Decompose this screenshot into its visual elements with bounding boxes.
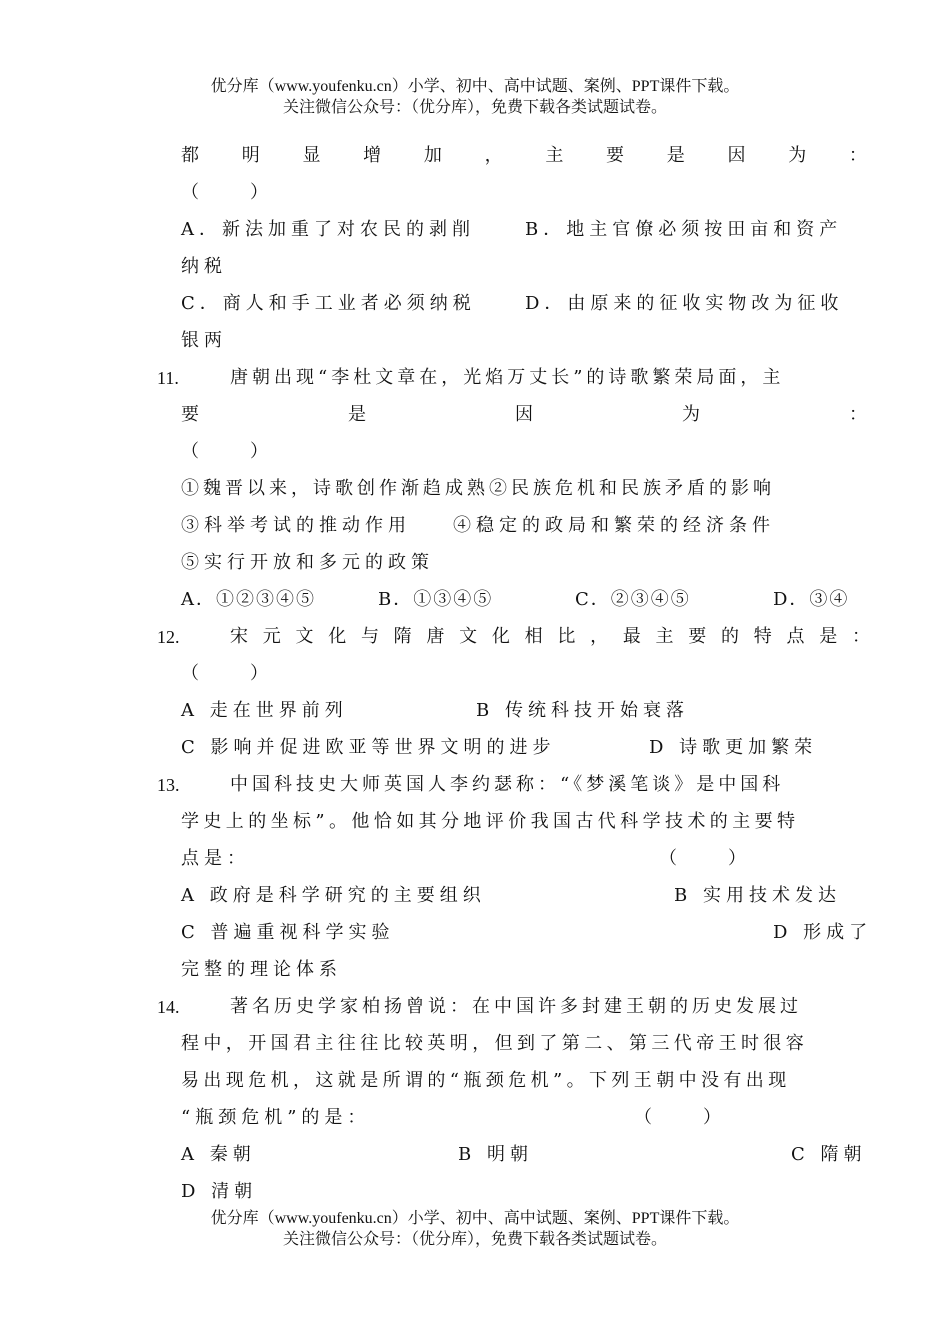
- q12-options-cd: [181, 736, 867, 760]
- q10-option-c-text: C．商人和手工业者必须纳税: [181, 293, 476, 314]
- q13-stem-line3-text: 点是：: [181, 848, 250, 869]
- q14-stem-line2: 程中，开国君主往往比较英明，但到了第二、第三代帝王时很容: [181, 1033, 809, 1054]
- q12-stem-char: 隋: [393, 626, 412, 647]
- q11-option-d: D．③④: [773, 589, 850, 610]
- q12-stem-char: 元: [262, 626, 281, 647]
- q12-stem-char: 唐: [426, 626, 445, 647]
- q14-stem-line4-text: “瓶颈危机”的是：: [181, 1107, 371, 1128]
- q11-options: [181, 588, 867, 612]
- q11-item-3: ③科举考试的推动作用: [181, 515, 411, 536]
- q10-stem-char: 明: [241, 145, 260, 166]
- q10-stem-char: 显: [302, 145, 321, 166]
- q11-stem-char: 是: [348, 404, 366, 425]
- q12-stem-char: 主: [655, 626, 674, 647]
- q10-stem-char: 因: [727, 145, 746, 166]
- q10-option-d-cont: 银两: [181, 330, 227, 351]
- q10-option-c: [181, 292, 867, 316]
- q10-stem-char: 要: [606, 145, 625, 166]
- q10-stem-char: 主: [545, 145, 564, 166]
- q11-stem: 唐朝出现“李杜文章在，光焰万丈长”的诗歌繁荣局面，主: [230, 367, 785, 388]
- q11-stem-char: 因: [515, 404, 533, 425]
- q12-stem-char: 的: [721, 626, 740, 647]
- q14-number: 14.: [157, 997, 180, 1017]
- q12-option-d: D 诗歌更加繁荣: [649, 737, 818, 758]
- q11-option-c: C．②③④⑤: [575, 589, 691, 610]
- q13-options-ab: [181, 884, 867, 908]
- q13-option-d: D 形成了: [773, 922, 873, 943]
- q12-stem-char: 点: [786, 626, 805, 647]
- q12-stem-char: ，: [590, 626, 609, 647]
- q13-number: 13.: [157, 775, 180, 795]
- q12-stem-char: 比: [557, 626, 576, 647]
- q13-stem-line3: [181, 847, 867, 871]
- q12-stem-char: 特: [753, 626, 772, 647]
- q13-option-d-cont: 完整的理论体系: [181, 959, 342, 980]
- q12-option-a: A 走在世界前列: [181, 700, 348, 721]
- q12-stem-char: 是: [819, 626, 838, 647]
- footer-line-2: 关注微信公众号：（优分库），免费下载各类试题试卷。: [282, 1231, 667, 1248]
- q13-stem-line2: 学史上的坐标”。他恰如其分地评价我国古代科学技术的主要特: [181, 811, 800, 832]
- q12-stem-char: 相: [524, 626, 543, 647]
- q10-option-d-text: D．由原来的征收实物改为征收: [525, 293, 844, 314]
- q12-stem-char: 要: [688, 626, 707, 647]
- q14-stem: 著名历史学家柏扬曾说：在中国许多封建王朝的历史发展过: [230, 996, 802, 1017]
- q11-item-4: ④稳定的政局和繁荣的经济条件: [453, 515, 775, 536]
- q11-item-5: ⑤实行开放和多元的政策: [181, 552, 434, 573]
- q10-stem-char: 加: [423, 145, 442, 166]
- q11-option-a: A．①②③④⑤: [181, 589, 316, 610]
- q11-answer-blank: （ ）: [181, 441, 273, 462]
- q10-stem-char: 增: [363, 145, 382, 166]
- q14-answer-blank: （ ）: [634, 1107, 726, 1128]
- q14-option-c: C 隋朝: [791, 1144, 867, 1165]
- q12-stem-char: 与: [360, 626, 379, 647]
- q11-number: 11.: [157, 368, 179, 388]
- q10-answer-blank: （ ）: [181, 182, 273, 203]
- q10-option-a-text: A．新法加重了对农民的剥削: [181, 219, 475, 240]
- header-line-1: 优分库（www.youfenku.cn）小学、初中、高中试题、案例、PPT课件下载。: [210, 78, 740, 95]
- q11-stem-char: 要: [181, 404, 199, 425]
- q12-options-ab: [181, 699, 867, 723]
- q12-option-b: B 传统科技开始衰落: [476, 700, 689, 721]
- q12-stem-char: 最: [622, 626, 641, 647]
- q10-stem-char: 为: [788, 145, 807, 166]
- q13-answer-blank: （ ）: [659, 848, 751, 869]
- q14-stem-line4: [181, 1106, 867, 1130]
- q12-answer-blank: （ ）: [181, 663, 273, 684]
- q10-option-b-text: B．地主官僚必须按田亩和资产: [525, 219, 843, 240]
- q11-stem-line2: [181, 403, 867, 427]
- q14-option-b: B 明朝: [458, 1144, 533, 1165]
- q13-options-cd: [181, 921, 873, 945]
- q13-option-a: A 政府是科学研究的主要组织: [181, 885, 486, 906]
- header-line-2: 关注微信公众号：（优分库），免费下载各类试题试卷。: [282, 99, 667, 116]
- q14-option-a: A 秦朝: [181, 1144, 256, 1165]
- q13-option-b: B 实用技术发达: [674, 885, 841, 906]
- q11-stem-char: ：: [849, 404, 867, 425]
- q12-stem-char: 化: [328, 626, 347, 647]
- q12-number: 12.: [157, 627, 180, 647]
- q10-option-b-cont: 纳税: [181, 256, 227, 277]
- q11-stem-char: 为: [682, 404, 700, 425]
- q14-options-abc: [181, 1143, 867, 1167]
- q12-stem: [230, 625, 870, 649]
- q13-option-c: C 普遍重视科学实验: [181, 922, 395, 943]
- q10-stem-tail: [181, 144, 867, 168]
- q13-stem: 中国科技史大师英国人李约瑟称：“《梦溪笔谈》是中国科: [230, 774, 785, 795]
- q12-option-c: C 影响并促进欧亚等世界文明的进步: [181, 737, 556, 758]
- page-header: [0, 76, 950, 118]
- q12-stem-char: 文: [295, 626, 314, 647]
- q10-stem-char: 是: [666, 145, 685, 166]
- q12-stem-char: 化: [491, 626, 510, 647]
- q10-stem-char: ，: [484, 145, 503, 166]
- q10-stem-char: ：: [848, 145, 867, 166]
- q12-stem-char: 宋: [230, 626, 248, 647]
- page-footer: [0, 1208, 950, 1250]
- q14-stem-line3: 易出现危机，这就是所谓的“瓶颈危机”。下列王朝中没有出现: [181, 1070, 791, 1091]
- q12-stem-char: ：: [851, 626, 870, 647]
- q12-stem-char: 文: [459, 626, 478, 647]
- q11-items-3-4: [181, 514, 867, 538]
- q11-item-1-2: ①魏晋以来，诗歌创作渐趋成熟②民族危机和民族矛盾的影响: [181, 478, 775, 499]
- q11-option-b: B．①③④⑤: [378, 589, 494, 610]
- q14-option-d: D 清朝: [181, 1181, 258, 1202]
- q10-stem-char: 都: [181, 145, 199, 166]
- q10-option-a: [181, 218, 867, 242]
- footer-line-1: 优分库（www.youfenku.cn）小学、初中、高中试题、案例、PPT课件下载。: [210, 1210, 740, 1227]
